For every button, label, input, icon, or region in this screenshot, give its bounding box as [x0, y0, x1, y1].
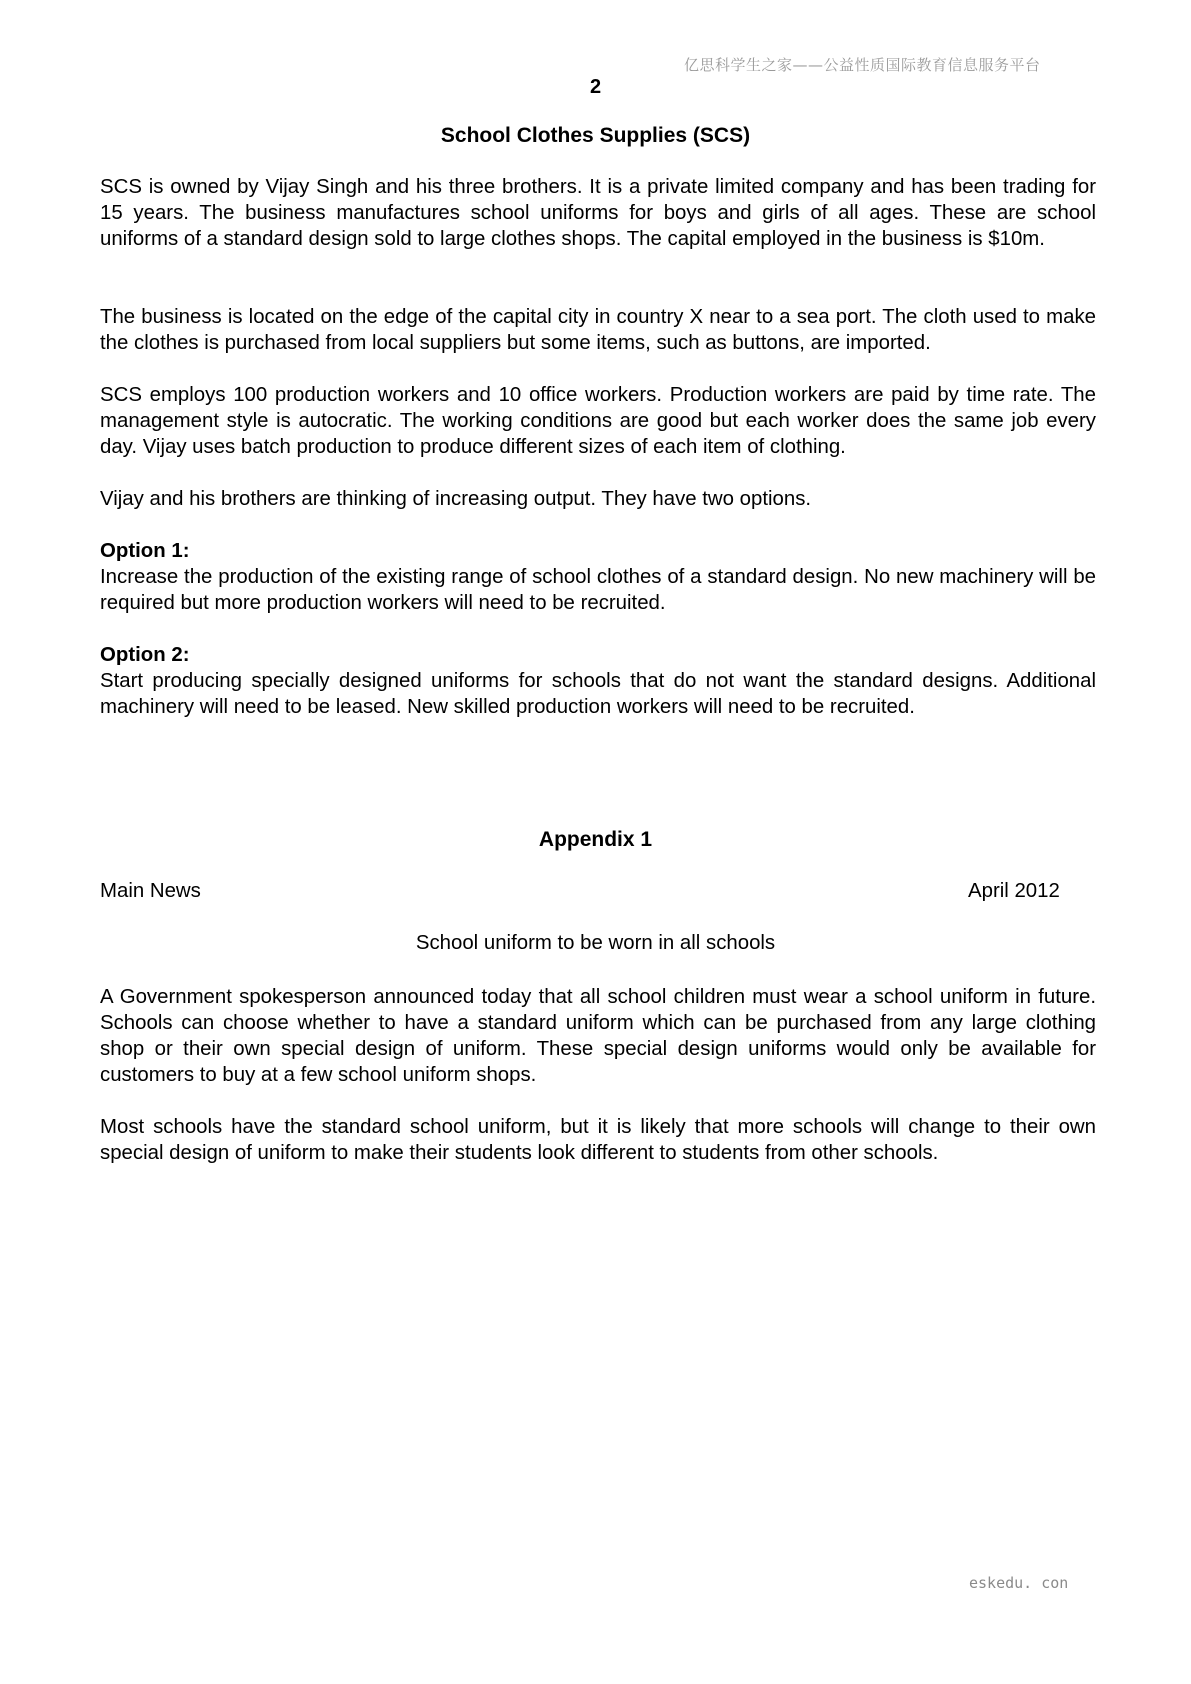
option-2-heading: Option 2:	[100, 644, 190, 666]
option-1-heading: Option 1:	[100, 540, 190, 562]
news-date: April 2012	[968, 880, 1060, 902]
page-title: School Clothes Supplies (SCS)	[440, 124, 751, 147]
paragraph-output: Vijay and his brothers are thinking of increasing output. They have two options.	[100, 488, 812, 510]
page-number: 2	[589, 76, 602, 98]
paragraph-location: The business is located on the edge of the capital city in country X near to a sea port. The cloth used to make the clothes is purchased from local suppliers but some items, such as buttons, are imported.	[100, 306, 1096, 354]
appendix-title: Appendix 1	[538, 828, 653, 851]
option-1-text: Increase the production of the existing range of school clothes of a standard design. No new machinery will be required but more production workers will need to be recruited.	[100, 566, 1096, 614]
option-2-text: Start producing specially designed uniforms for schools that do not want the standard designs. Additional machinery will need to be leased. New skilled production workers will need to be recruited.	[100, 670, 1096, 718]
paragraph-ownership: SCS is owned by Vijay Singh and his three brothers. It is a private limited company and has been trading for 15 years. The business manufactures school uniforms for boys and girls of all ages. These are school uniforms of a standard design sold to large clothes shops. The capital employed in the business is $10m.	[100, 176, 1096, 250]
news-paragraph-trend: Most schools have the standard school uniform, but it is likely that more schools will change to their own special design of uniform to make their students look different to students from other schools.	[100, 1116, 1096, 1164]
watermark-top: 亿思科学生之家——公益性质国际教育信息服务平台	[684, 56, 1041, 74]
news-source: Main News	[100, 880, 201, 902]
paragraph-employees: SCS employs 100 production workers and 10 office workers. Production workers are paid by time rate. The management style is autocratic. The working conditions are good but each worker does the same job every day. Vijay uses batch production to produce different sizes of each item of clothing.	[100, 384, 1096, 458]
news-headline: School uniform to be worn in all schools	[415, 932, 776, 954]
news-paragraph-announcement: A Government spokesperson announced today that all school children must wear a school uniform in future. Schools can choose whether to have a standard uniform which can be purchased from any large clothing shop or their own special design of uniform. These special design uniforms would only be available for customers to buy at a few school uniform shops.	[100, 986, 1096, 1086]
watermark-bottom: eskedu. con	[969, 1574, 1069, 1592]
